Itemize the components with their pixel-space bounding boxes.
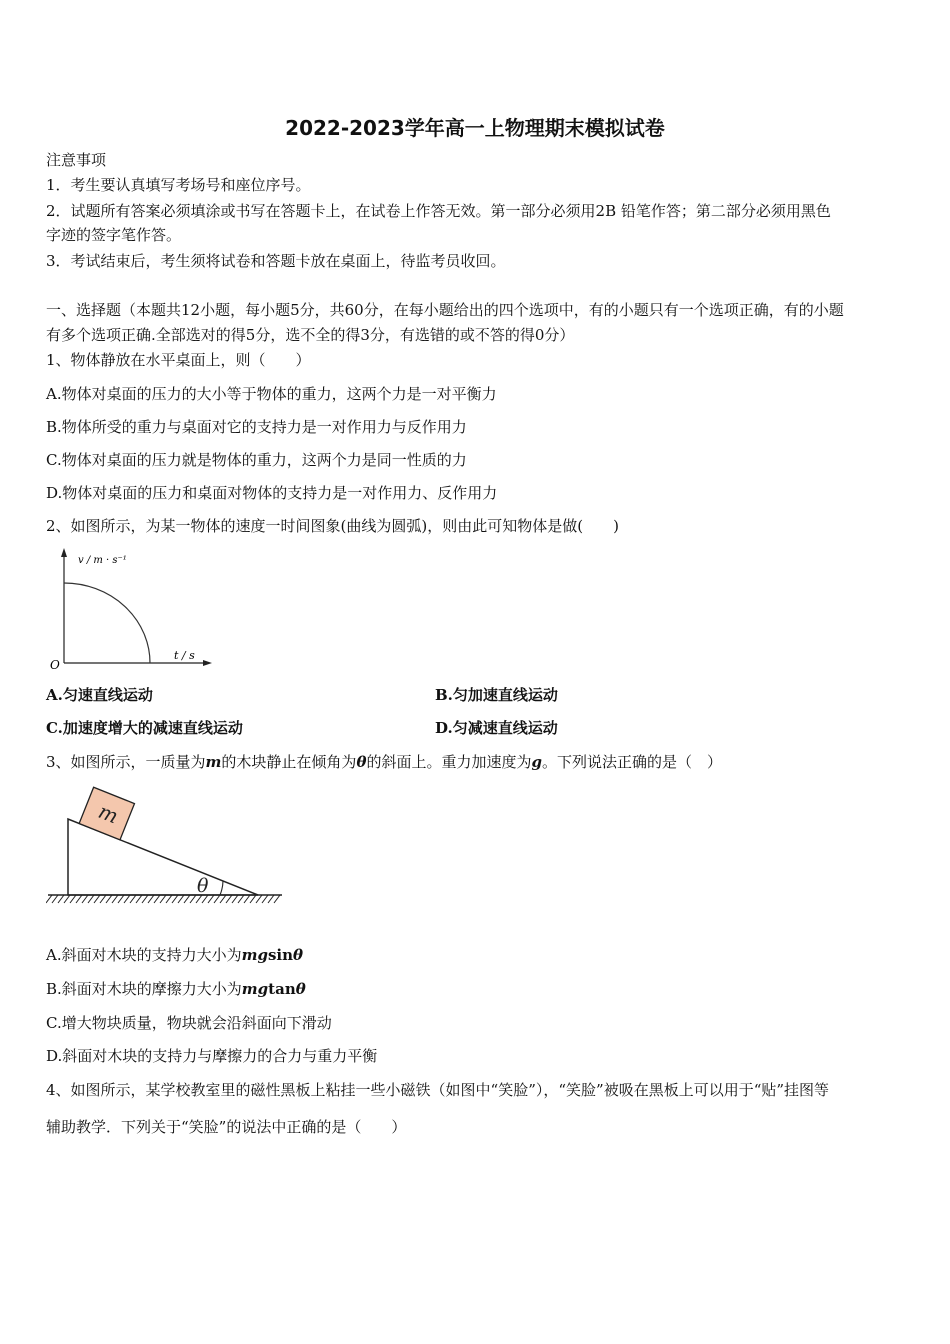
ground-hatch [64, 895, 70, 903]
ground-hatch [106, 895, 112, 903]
ground-hatch [124, 895, 130, 903]
ground-hatch [244, 895, 250, 903]
q4-stem-cont: 辅助教学．下列关于“笑脸”的说法中正确的是（ ） [46, 1118, 407, 1136]
ground-hatch [220, 895, 226, 903]
ground-hatch [268, 895, 274, 903]
q1-option-a: A.物体对桌面的压力的大小等于物体的重力，这两个力是一对平衡力 [46, 385, 497, 403]
ground-hatch [172, 895, 178, 903]
q1-option-b: B.物体所受的重力与桌面对它的支持力是一对作用力与反作用力 [46, 418, 467, 436]
angle-label: θ [197, 875, 209, 897]
q3-option-b: B.斜面对木块的摩擦力大小为mgtanθ [46, 980, 306, 998]
notice-item: 字迹的签字笔作答。 [46, 226, 182, 244]
ground-hatch [112, 895, 118, 903]
graph-ylabel: v / m · s⁻¹ [78, 555, 127, 566]
ground-hatch [88, 895, 94, 903]
q1-option-d: D.物体对桌面的压力和桌面对物体的支持力是一对作用力、反作用力 [46, 484, 498, 502]
graph-origin: O [50, 658, 60, 672]
ground-hatch [52, 895, 58, 903]
ground-hatch [178, 895, 184, 903]
notice-heading: 注意事项 [46, 151, 107, 169]
ground-hatch [58, 895, 64, 903]
notice-item: 1．考生要认真填写考场号和座位序号。 [46, 176, 311, 194]
ground-hatch [232, 895, 238, 903]
ground-hatch [166, 895, 172, 903]
q3-option-d: D.斜面对木块的支持力与摩擦力的合力与重力平衡 [46, 1047, 378, 1065]
ground-hatch [208, 895, 214, 903]
ground-hatch [160, 895, 166, 903]
ground-hatch [184, 895, 190, 903]
notice-item: 3．考试结束后，考生须将试卷和答题卡放在桌面上，待监考员收回。 [46, 252, 506, 270]
ground-hatch [274, 895, 280, 903]
ground-hatch [46, 895, 52, 903]
q3-option-a: A.斜面对木块的支持力大小为mgsinθ [46, 946, 304, 964]
q2-option-b: B.匀加速直线运动 [435, 686, 558, 704]
ground-hatch [130, 895, 136, 903]
q3-stem: 3、如图所示，一质量为m的木块静止在倾角为θ的斜面上。重力加速度为g。下列说法正确的是（ ） [46, 753, 722, 771]
ground-hatch [76, 895, 82, 903]
ground-hatch [238, 895, 244, 903]
ground-hatch [154, 895, 160, 903]
q1-stem: 1、物体静放在水平桌面上，则（ ） [46, 351, 311, 369]
ground-hatch [226, 895, 232, 903]
ground-hatch [262, 895, 268, 903]
ground-hatch [250, 895, 256, 903]
ground-hatch [190, 895, 196, 903]
q2-option-d: D.匀减速直线运动 [435, 719, 558, 737]
ground-hatch [142, 895, 148, 903]
page-title: 2022-2023学年高一上物理期末模拟试卷 [285, 116, 665, 140]
q4-stem: 4、如图所示，某学校教室里的磁性黑板上粘挂一些小磁铁（如图中“笑脸”），“笑脸”被吸在黑板上可以用于“贴”挂图等 [46, 1081, 830, 1099]
section-heading: 一、选择题（本题共12小题，每小题5分，共60分，在每小题给出的四个选项中，有的小题只有一个选项正确，有的小题 [46, 301, 844, 319]
ground-hatch [70, 895, 76, 903]
ground-hatch [136, 895, 142, 903]
ground-hatch [214, 895, 220, 903]
ground-hatch [100, 895, 106, 903]
q2-option-c: C.加速度增大的减速直线运动 [46, 719, 243, 737]
block-label: m [95, 798, 122, 829]
q3-option-c: C.增大物块质量，物块就会沿斜面向下滑动 [46, 1014, 332, 1032]
notice-item: 2．试题所有答案必须填涂或书写在答题卡上，在试卷上作答无效。第一部分必须用2B 铅笔作答；第二部分必须用黑色 [46, 202, 831, 220]
graph-xlabel: t / s [174, 649, 195, 662]
ground-hatch [118, 895, 124, 903]
ground-hatch [82, 895, 88, 903]
ground-hatch [256, 895, 262, 903]
velocity-time-graph [46, 545, 216, 675]
ground-hatch [94, 895, 100, 903]
section-heading-cont: 有多个选项正确.全部选对的得5分，选不全的得3分，有选错的或不答的得0分） [46, 326, 575, 344]
incline-figure [46, 785, 286, 915]
q2-stem: 2、如图所示，为某一物体的速度一时间图象(曲线为圆弧)，则由此可知物体是做( ) [46, 517, 619, 535]
ground-hatch [148, 895, 154, 903]
q1-option-c: C.物体对桌面的压力就是物体的重力，这两个力是同一性质的力 [46, 451, 467, 469]
q2-option-a: A.匀速直线运动 [46, 686, 153, 704]
